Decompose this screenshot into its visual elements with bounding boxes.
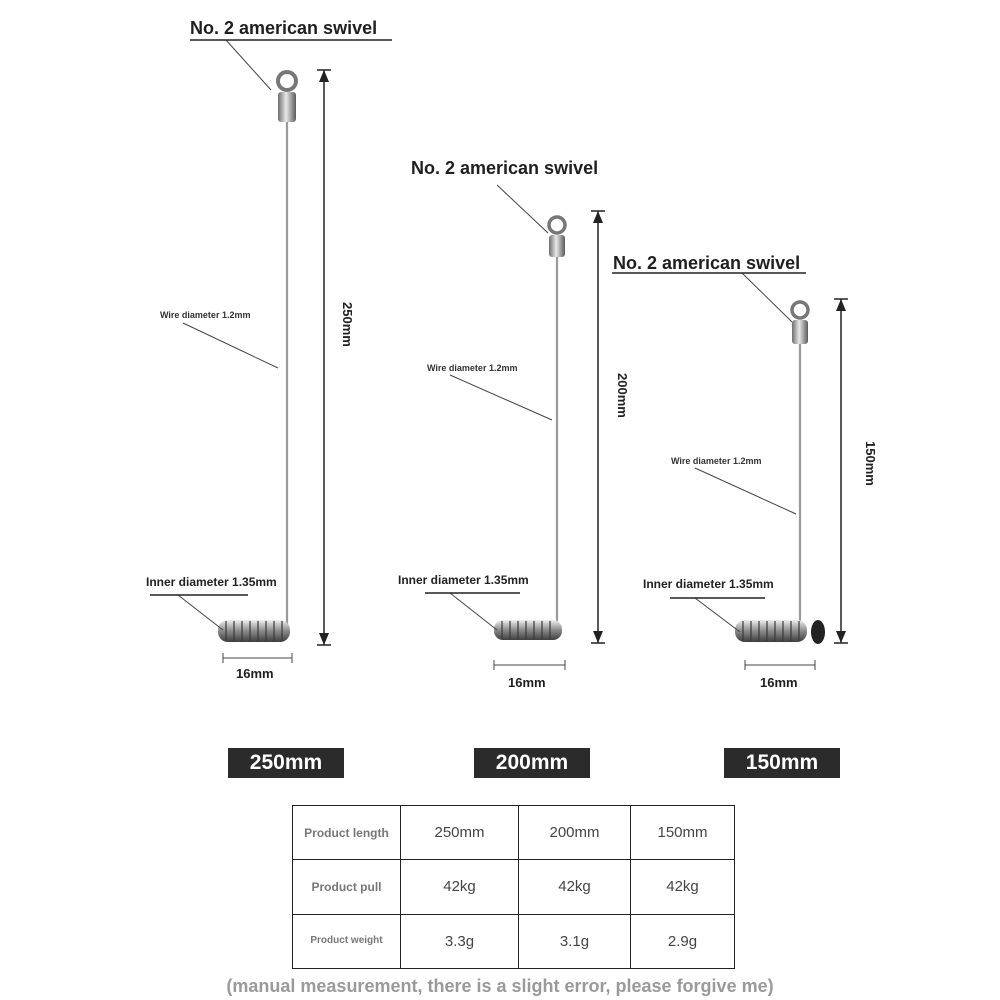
leader-150	[612, 273, 848, 670]
table-row	[293, 806, 735, 860]
measurement-note: (manual measurement, there is a slight error, please forgive me)	[226, 976, 774, 996]
swivel-eye	[278, 72, 296, 90]
wire-leader-line	[695, 468, 796, 514]
wire-diameter-label-250: Wire diameter 1.2mm	[160, 310, 251, 320]
wire-leader-line	[183, 323, 278, 368]
leader-250	[150, 40, 392, 663]
swivel-label-150: No. 2 american swivel	[613, 253, 801, 273]
table-cell: 42kg	[401, 860, 519, 914]
swivel-leader-line	[497, 185, 548, 233]
length-label-150: 150mm	[863, 441, 878, 486]
table-cell: 2.9g	[631, 914, 735, 968]
swivel-barrel	[549, 235, 565, 257]
length-label-250: 250mm	[340, 302, 355, 347]
inner-leader-line	[695, 598, 740, 632]
table-cell: 3.1g	[519, 914, 631, 968]
table-cell: 42kg	[519, 860, 631, 914]
swivel-leader-line	[742, 273, 792, 322]
coil	[218, 620, 290, 642]
length-badge-150: 150mm	[724, 748, 840, 778]
inner-leader-line	[178, 595, 223, 630]
length-badge-250: 250mm	[228, 748, 344, 778]
table-cell: 42kg	[631, 860, 735, 914]
swivel-label-250: No. 2 american swivel	[190, 18, 378, 38]
coil-width-label-150: 16mm	[760, 675, 798, 690]
swivel-eye	[549, 217, 565, 233]
row-header-pull: Product pull	[293, 860, 401, 914]
swivel-leader-line	[226, 40, 271, 90]
table-cell: 250mm	[401, 806, 519, 860]
inner-diameter-label-250: Inner diameter 1.35mm	[146, 575, 277, 589]
wire-leader-line	[450, 375, 552, 420]
swivel-label-200: No. 2 american swivel	[411, 158, 599, 178]
coil-width-label-200: 16mm	[508, 675, 546, 690]
table-row	[293, 860, 735, 914]
row-header-length: Product length	[293, 806, 401, 860]
length-badge-200: 200mm	[474, 748, 590, 778]
swivel-eye	[792, 302, 808, 318]
table-row	[293, 914, 735, 968]
coil-width-label-250: 16mm	[236, 666, 274, 681]
coil	[735, 620, 825, 644]
wire-diameter-label-150: Wire diameter 1.2mm	[671, 456, 762, 466]
swivel-barrel	[278, 92, 296, 122]
inner-leader-line	[450, 593, 497, 630]
wire-diameter-label-200: Wire diameter 1.2mm	[427, 363, 518, 373]
row-header-weight: Product weight	[293, 914, 401, 968]
table-cell: 3.3g	[401, 914, 519, 968]
table-cell: 200mm	[519, 806, 631, 860]
coil	[494, 620, 562, 640]
swivel-barrel	[792, 320, 808, 344]
spec-table	[292, 805, 735, 969]
inner-diameter-label-200: Inner diameter 1.35mm	[398, 573, 529, 587]
table-cell: 150mm	[631, 806, 735, 860]
leader-200	[425, 185, 605, 670]
inner-diameter-label-150: Inner diameter 1.35mm	[643, 577, 774, 591]
length-label-200: 200mm	[615, 373, 630, 418]
